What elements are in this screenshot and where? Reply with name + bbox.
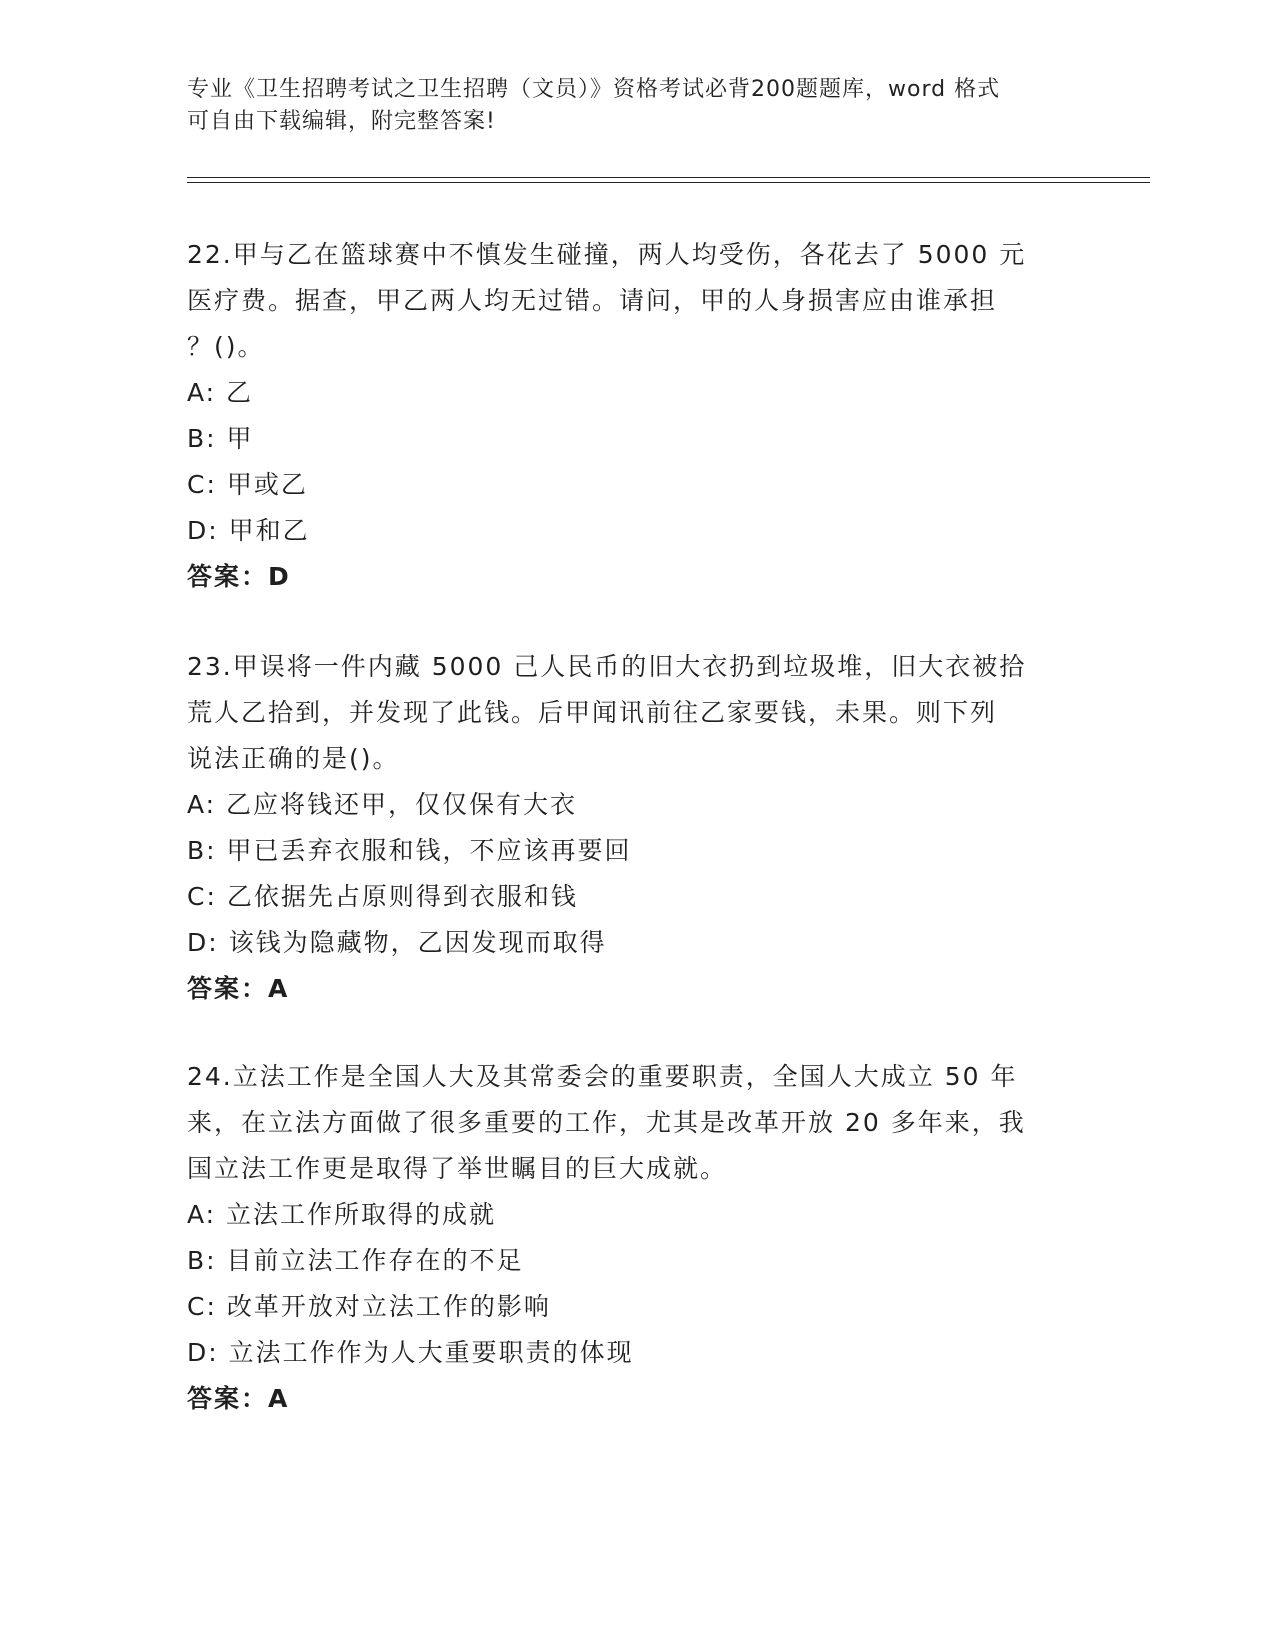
header-divider-bottom: [187, 182, 1150, 183]
header-line-2: 可自由下载编辑，附完整答案!: [187, 109, 496, 134]
question-24: [187, 1054, 1087, 1422]
answer: 答案：D: [187, 562, 291, 591]
question-stem: [187, 232, 1087, 370]
option-b: B: 甲: [187, 424, 254, 453]
option-c: C: 改革开放对立法工作的影响: [187, 1292, 551, 1321]
option-d: D: 甲和乙: [187, 516, 310, 545]
stem-line: 国立法工作更是取得了举世瞩目的巨大成就。: [187, 1154, 728, 1183]
option-d: D: 该钱为隐藏物，乙因发现而取得: [187, 928, 607, 957]
option-a: A: 乙应将钱还甲，仅仅保有大衣: [187, 790, 578, 819]
header-line-1: 专业《卫生招聘考试之卫生招聘（文员）》资格考试必背200题题库，word 格式: [187, 77, 1001, 102]
answer: 答案：A: [187, 974, 290, 1003]
option-b: B: 甲已丢弃衣服和钱，不应该再要回: [187, 836, 632, 865]
stem-line: 说法正确的是()。: [187, 744, 400, 773]
stem-line: ？()。: [187, 332, 265, 361]
question-stem: [187, 644, 1087, 782]
stem-line: 23.甲误将一件内藏 5000 己人民币的旧大衣扔到垃圾堆，旧大衣被拾: [187, 652, 1027, 681]
stem-line: 22.甲与乙在篮球赛中不慎发生碰撞，两人均受伤，各花去了 5000 元: [187, 240, 1027, 269]
stem-line: 荒人乙拾到，并发现了此钱。后甲闻讯前往乙家要钱，未果。则下列: [187, 698, 998, 727]
option-b: B: 目前立法工作存在的不足: [187, 1246, 524, 1275]
stem-line: 医疗费。据查，甲乙两人均无过错。请问，甲的人身损害应由谁承担: [187, 286, 998, 315]
option-d: D: 立法工作作为人大重要职责的体现: [187, 1338, 634, 1367]
option-a: A: 立法工作所取得的成就: [187, 1200, 497, 1229]
option-c: C: 甲或乙: [187, 470, 308, 499]
stem-line: 24.立法工作是全国人大及其常委会的重要职责，全国人大成立 50 年: [187, 1062, 1018, 1091]
question-22: [187, 232, 1087, 600]
header-divider-top: [187, 177, 1150, 178]
answer: 答案：A: [187, 1384, 290, 1413]
option-a: A: 乙: [187, 378, 254, 407]
question-23: [187, 644, 1087, 1012]
question-stem: [187, 1054, 1087, 1192]
option-c: C: 乙依据先占原则得到衣服和钱: [187, 882, 578, 911]
document-header: [187, 74, 1067, 138]
stem-line: 来，在立法方面做了很多重要的工作，尤其是改革开放 20 多年来，我: [187, 1108, 1026, 1137]
